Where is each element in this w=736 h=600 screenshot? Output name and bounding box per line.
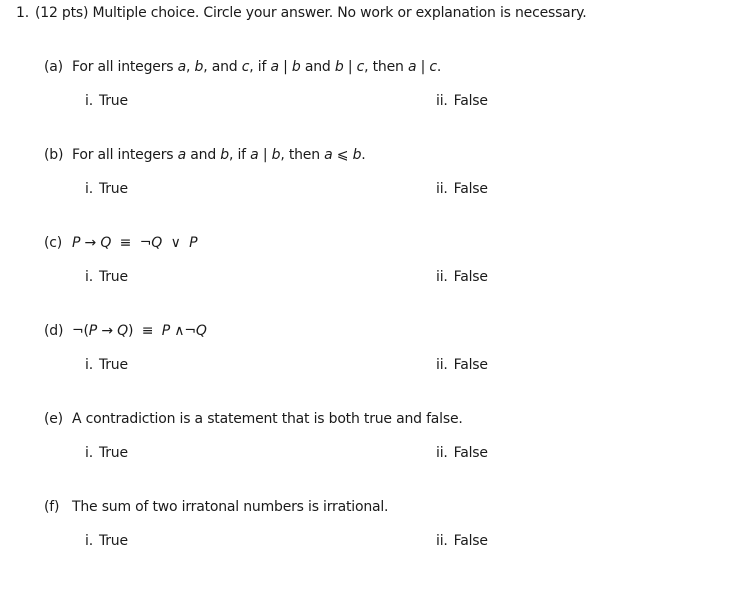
choice-false[interactable]: ii. False: [436, 357, 488, 373]
question-b: [44, 145, 704, 199]
question-e-statement: [44, 409, 704, 429]
question-f-statement: [44, 497, 704, 517]
choice-row: [44, 355, 704, 375]
choice-false[interactable]: ii. False: [436, 445, 488, 461]
choice-row: [44, 443, 704, 463]
choice-false[interactable]: ii. False: [436, 181, 488, 197]
problem-header: [16, 5, 586, 21]
question-label: (b): [44, 147, 64, 163]
choice-row: [44, 531, 704, 551]
question-c-statement: (c) P → Q ≡ ¬Q ∨ P: [44, 235, 198, 251]
choice-true[interactable]: i. True: [85, 93, 128, 109]
choice-false[interactable]: ii. False: [436, 269, 488, 285]
question-a: [44, 57, 704, 111]
choice-row: [44, 179, 704, 199]
choice-false[interactable]: ii. False: [436, 533, 488, 549]
choice-true[interactable]: i. True: [85, 357, 128, 373]
choice-true[interactable]: i. True: [85, 269, 128, 285]
question-c: [44, 233, 704, 287]
problem-instructions: (12 pts) Multiple choice. Circle your answer. No work or explanation is necessary.: [34, 5, 587, 21]
question-label: (a): [44, 59, 63, 75]
choice-true[interactable]: i. True: [85, 533, 128, 549]
choice-row: [44, 267, 704, 287]
question-text: The sum of two irratonal numbers is irrational.: [72, 499, 389, 515]
choice-true[interactable]: i. True: [85, 445, 128, 461]
choice-false[interactable]: ii. False: [436, 93, 488, 109]
question-label: (f): [44, 499, 60, 515]
question-label: (e): [44, 411, 63, 427]
choice-row: [44, 91, 704, 111]
question-d-statement: (d) ¬(P → Q) ≡ P ∧¬Q: [44, 323, 207, 339]
question-b-statement: (b) For all integers a and b, if a | b, then a ⩽ b.: [44, 147, 366, 163]
question-a-statement: (a) For all integers a, b, and c, if a | b and b | c, then a | c.: [44, 59, 442, 75]
question-e: [44, 409, 704, 463]
question-d: [44, 321, 704, 375]
choice-true[interactable]: i. True: [85, 181, 128, 197]
problem-number: 1.: [16, 5, 29, 21]
question-text: A contradiction is a statement that is both true and false.: [72, 411, 463, 427]
question-f: [44, 497, 704, 551]
question-label: (d): [44, 323, 64, 339]
question-label: (c): [44, 235, 63, 251]
